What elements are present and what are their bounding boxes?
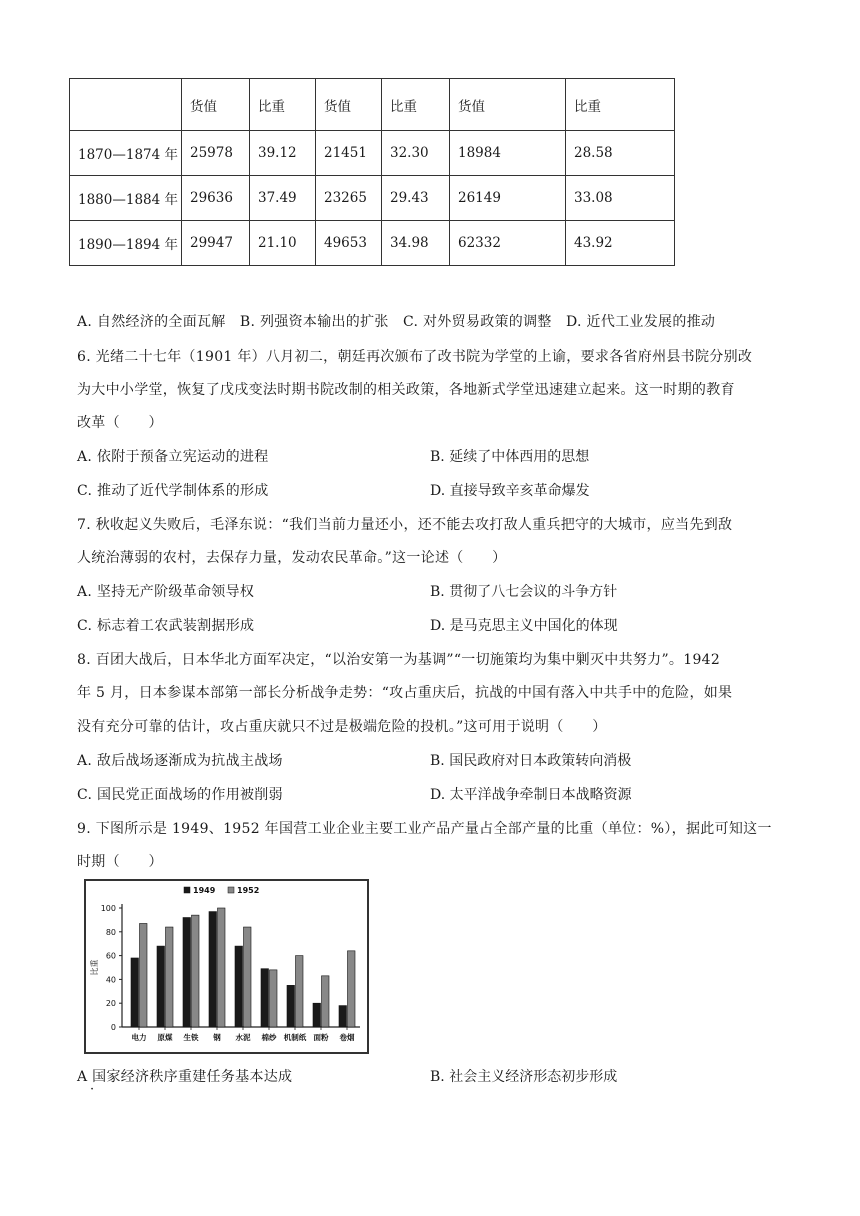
q7-option-b[interactable]: B. 贯彻了八七会议的斗争方针 [430,584,618,600]
q7-option-d[interactable]: D. 是马克思主义中国化的体现 [430,618,618,634]
legend-label: 1952 [237,886,260,895]
q8-option-c[interactable]: C. 国民党正面战场的作用被削弱 [77,787,283,803]
q8-option-a[interactable]: A. 敌后战场逐渐成为抗战主战场 [77,753,283,769]
bar-1952 [218,908,226,1027]
table-header-row [70,79,675,131]
q7-stem-line: 7. 秋收起义失败后，毛泽东说：“我们当前力量还小，还不能去攻打敌人重兵把守的大城市，应当先到敌 [77,517,733,533]
table-cell: 1870—1874 年 [70,131,182,176]
q7-stem-line: 人统治薄弱的农村，去保存力量，发动农民革命。”这一论述（ ） [77,550,507,566]
table-cell: 29.43 [382,176,450,221]
x-tick-label: 机制纸 [283,1033,307,1042]
bar-1949 [235,946,243,1027]
table-cell: 37.49 [250,176,316,221]
table-cell: 1890—1894 年 [70,221,182,266]
q6-option-c[interactable]: C. 推动了近代学制体系的形成 [77,483,269,499]
q9-stem-line: 时期（ ） [77,854,163,870]
bar-1952 [270,970,278,1027]
bar-chart [86,881,367,1052]
legend-swatch [228,887,234,893]
x-tick-label: 原煤 [157,1033,173,1042]
table-cell: 25978 [182,131,250,176]
table-cell: 18984 [450,131,566,176]
q8-stem-line: 年 5 月，日本参谋本部第一部长分析战争走势：“攻占重庆后，抗战的中国有落入中共手中的危险，如果 [77,685,733,701]
q9-option-a[interactable]: A 国家经济秩序重建任务基本达成 [77,1069,293,1085]
q6-option-b[interactable]: B. 延续了中体西用的思想 [430,449,590,465]
header-cell [70,79,182,131]
q6-option-d[interactable]: D. 直接导致辛亥革命爆发 [430,483,590,499]
bar-1949 [157,946,165,1027]
q6-option-a[interactable]: A. 依附于预备立宪运动的进程 [77,449,269,465]
table-row [70,221,675,266]
bar-1949 [261,969,269,1027]
table-cell: 21.10 [250,221,316,266]
table-cell: 28.58 [566,131,675,176]
q7-option-c[interactable]: C. 标志着工农武装割据形成 [77,618,255,634]
legend-label: 1949 [193,886,216,895]
x-tick-label: 电力 [131,1033,147,1042]
q7-option-a[interactable]: A. 坚持无产阶级革命领导权 [77,584,255,600]
header-cell: 货值 [316,79,382,131]
header-cell: 货值 [450,79,566,131]
x-tick-label: 水泥 [235,1033,251,1042]
table-cell: 33.08 [566,176,675,221]
y-axis-label: 比重 [90,959,99,976]
y-tick-label: 40 [105,975,116,985]
x-tick-label: 面粉 [313,1033,329,1042]
bar-1952 [296,956,304,1027]
table-row [70,176,675,221]
x-tick-label: 卷烟 [339,1033,355,1042]
table-cell: 1880—1884 年 [70,176,182,221]
q6-stem-line: 为大中小学堂，恢复了戊戌变法时期书院改制的相关政策，各地新式学堂迅速建立起来。这一时期的教育 [77,382,735,398]
table-cell: 21451 [316,131,382,176]
table-cell: 43.92 [566,221,675,266]
table-cell: 62332 [450,221,566,266]
table-cell: 34.98 [382,221,450,266]
bar-1952 [192,915,200,1027]
trade-table [69,78,675,266]
q6-stem-line: 6. 光绪二十七年（1901 年）八月初二，朝廷再次颁布了改书院为学堂的上谕，要求各省府州县书院分别改 [77,349,753,365]
bar-1952 [322,976,330,1027]
bar-1949 [209,912,217,1027]
q8-stem-line: 8. 百团大战后，日本华北方面军决定，“以治安第一为基调”“一切施策均为集中剿灭中共努力”。1942 [77,652,721,668]
q8-stem-line: 没有充分可靠的估计，攻占重庆就只不过是极端危险的投机。”这可用于说明（ ） [77,719,607,735]
table-cell: 49653 [316,221,382,266]
q8-option-b[interactable]: B. 国民政府对日本政策转向消极 [430,753,632,769]
q9-stem-line: 9. 下图所示是 1949、1952 年国营工业企业主要工业产品产量占全部产量的比重（单位：%），据此可知这一 [77,821,772,837]
header-cell: 比重 [566,79,675,131]
table-cell: 29636 [182,176,250,221]
bar-1952 [166,927,174,1027]
table-cell: 23265 [316,176,382,221]
y-tick-label: 60 [105,951,116,961]
bar-1952 [244,927,252,1027]
table-cell: 32.30 [382,131,450,176]
q6-stem-line: 改革（ ） [77,415,163,431]
header-cell: 货值 [182,79,250,131]
table-cell: 26149 [450,176,566,221]
y-tick-label: 0 [110,1023,116,1032]
bar-1949 [339,1006,347,1027]
stray-mark: · [90,1082,95,1097]
header-cell: 比重 [250,79,316,131]
y-tick-label: 20 [105,999,116,1009]
bar-1949 [313,1003,321,1027]
y-tick-label: 80 [105,927,116,937]
header-cell: 比重 [382,79,450,131]
bar-1949 [131,958,139,1027]
table-cell: 39.12 [250,131,316,176]
x-tick-label: 生铁 [183,1033,199,1042]
x-tick-label: 钢 [213,1033,221,1042]
bar-chart-frame [84,879,369,1054]
x-tick-label: 棉纱 [261,1033,277,1042]
q8-option-d[interactable]: D. 太平洋战争牵制日本战略资源 [430,787,632,803]
y-tick-label: 100 [100,904,116,913]
bar-1952 [140,923,148,1027]
bar-1949 [183,918,191,1027]
legend-swatch [184,887,190,893]
table-row [70,131,675,176]
q9-option-b[interactable]: B. 社会主义经济形态初步形成 [430,1069,618,1085]
bar-1952 [348,951,356,1027]
q5-options: A. 自然经济的全面瓦解 B. 列强资本输出的扩张 C. 对外贸易政策的调整 D. 近代工业发展的推动 [77,314,716,330]
table-cell: 29947 [182,221,250,266]
bar-1949 [287,985,295,1027]
